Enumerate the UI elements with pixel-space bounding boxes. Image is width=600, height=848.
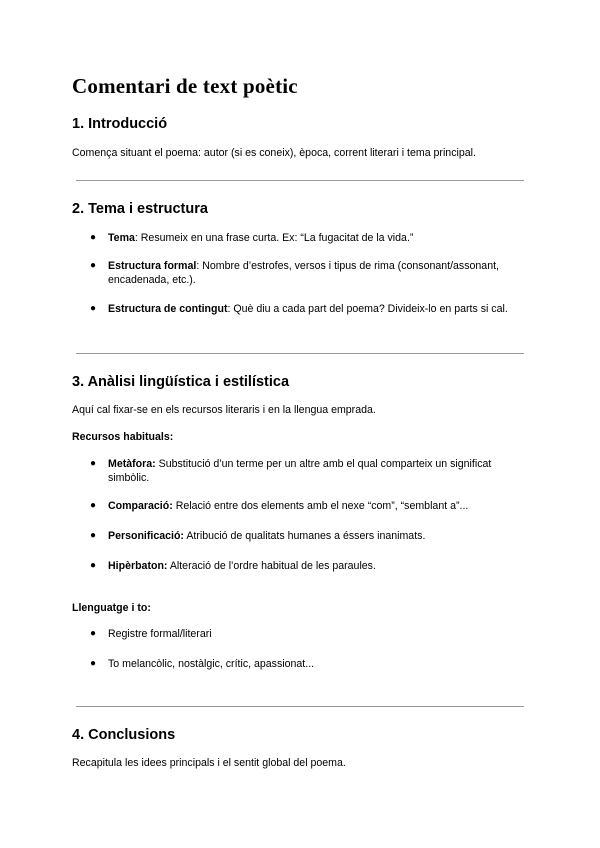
section-divider: [76, 706, 524, 707]
list-item-term: Hipèrbaton:: [108, 560, 168, 572]
heading-introduccio: 1. Introducció: [72, 116, 168, 132]
list-item: [0, 259, 528, 287]
list-item-desc: To melancòlic, nostàlgic, crític, apassionat...: [108, 658, 315, 670]
bullet-icon: ●: [90, 232, 97, 243]
section-divider: [76, 353, 524, 354]
bullet-icon: ●: [90, 303, 97, 314]
bullet-icon: ●: [90, 458, 97, 469]
list-item-desc: Registre formal/literari: [108, 628, 212, 640]
bullet-icon: ●: [90, 560, 97, 571]
list-item-desc: Alteració de l’ordre habitual de les paraules.: [169, 560, 376, 572]
list-item-term: Estructura de contingut: [108, 303, 228, 315]
resources-list: [0, 457, 528, 573]
list-item: [0, 627, 528, 641]
page-title: Comentari de text poètic: [72, 74, 298, 98]
bullet-icon: ●: [90, 530, 97, 541]
list-item-term: Personificació:: [108, 530, 184, 542]
language-label: Llenguatge i to:: [72, 602, 151, 614]
list-item: [0, 499, 528, 513]
list-item: [0, 457, 528, 485]
heading-analisi: 3. Anàlisi lingüística i estilística: [72, 374, 290, 390]
list-item-term: Tema: [108, 232, 135, 244]
intro-paragraph: Comença situant el poema: autor (si es coneix), època, corrent literari i tema principal.: [72, 147, 476, 159]
language-list: [0, 627, 528, 671]
list-item-separator: :: [227, 303, 234, 315]
list-item: [0, 302, 528, 316]
heading-tema-estructura: 2. Tema i estructura: [72, 201, 208, 217]
bullet-icon: ●: [90, 500, 97, 511]
heading-conclusions: 4. Conclusions: [72, 727, 176, 743]
list-item-desc: Resumeix en una frase curta. Ex: “La fugacitat de la vida.”: [140, 232, 414, 244]
list-item: [0, 529, 528, 543]
section-divider: [76, 180, 524, 181]
list-item-desc: Atribució de qualitats humanes a éssers inanimats.: [186, 530, 426, 542]
list-item-desc: Què diu a cada part del poema? Divideix-lo en parts si cal.: [233, 303, 508, 315]
list-item-separator: :: [196, 260, 203, 272]
list-item-term: Metàfora:: [108, 458, 156, 470]
list-item-term: Estructura formal: [108, 260, 197, 272]
list-item-desc: Nombre d’estrofes, versos i tipus de rima (consonant/assonant, encadenada, etc.).: [108, 260, 499, 286]
list-item-desc: Substitució d’un terme per un altre amb el qual comparteix un significat simbòlic.: [108, 458, 492, 484]
bullet-icon: ●: [90, 628, 97, 639]
resources-label: Recursos habituals:: [72, 431, 174, 443]
bullet-icon: ●: [90, 260, 97, 271]
list-item-separator: :: [134, 232, 141, 244]
list-item: [0, 559, 528, 573]
list-item: [0, 231, 528, 245]
tema-estructura-list: [0, 231, 528, 316]
conclusions-paragraph: Recapitula les idees principals i el sentit global del poema.: [72, 757, 346, 769]
analisi-paragraph: Aquí cal fixar-se en els recursos literaris i en la llengua emprada.: [72, 404, 376, 416]
list-item-term: Comparació:: [108, 500, 173, 512]
list-item: [0, 657, 528, 671]
list-item-desc: Relació entre dos elements amb el nexe “com”, “semblant a”...: [175, 500, 469, 512]
bullet-icon: ●: [90, 658, 97, 669]
